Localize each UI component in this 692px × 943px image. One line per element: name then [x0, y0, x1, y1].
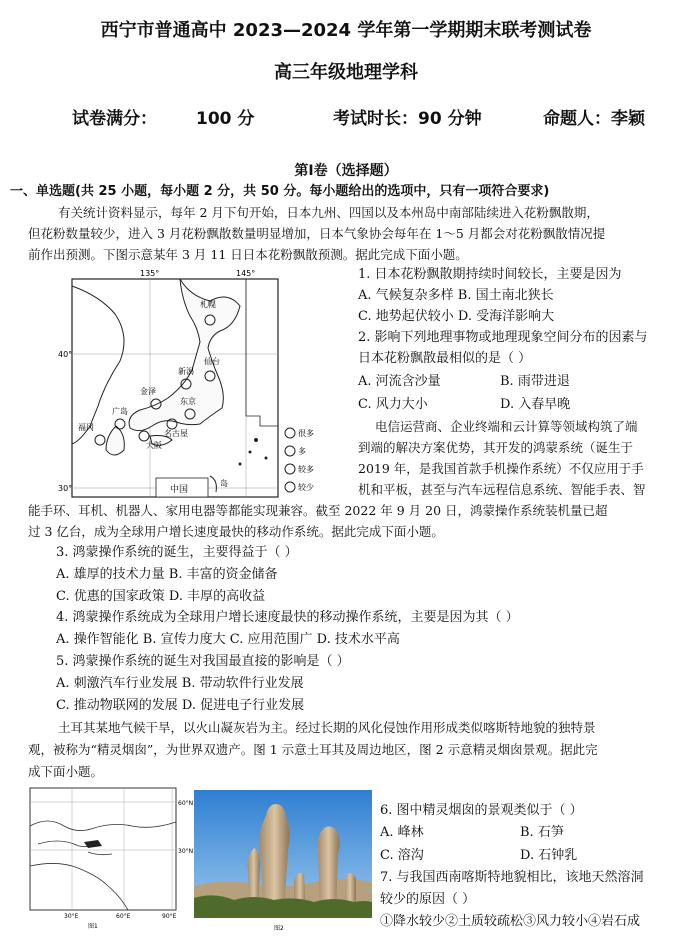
city-sapporo: 札幌 — [200, 300, 216, 309]
passage1-line-1: 有关统计资料显示，每年 2 月下旬开始，日本九州、四国以及本州岛中南部陆续进入花粉飘散期， — [58, 205, 599, 220]
passage2-line-6: 过 3 亿台，成为全球用户增长速度最快的移动作系统。据此完成下面小题。 — [28, 524, 444, 539]
fig1-caption: 图1 — [88, 923, 98, 930]
q6-option-c: C. 溶沟 — [380, 848, 424, 863]
city-fukuoka: 福冈 — [78, 423, 94, 432]
city-osaka: 大阪 — [146, 441, 162, 450]
q7-stem-1: 7. 与我国西南喀斯特地貌相比，该地天然溶洞 — [380, 870, 644, 885]
fig2-caption: 图2 — [274, 925, 284, 932]
map-lat-40: 40° — [58, 350, 73, 359]
fig1-lon-90e: 90°E — [162, 913, 177, 920]
q5-stem: 5. 鸿蒙操作系统的诞生对我国最直接的影响是（ ） — [56, 654, 350, 669]
q1-stem: 1. 日本花粉飘散期持续时间较长，主要是因为 — [358, 267, 622, 282]
q5-options-ab: A. 刺激汽车行业发展 B. 带动软件行业发展 — [56, 676, 304, 691]
score-value: 100 分 — [196, 109, 255, 129]
section-title: 第Ⅰ卷（选择题） — [294, 163, 398, 179]
city-kanazawa: 金泽 — [140, 387, 156, 396]
q2-option-b: B. 雨带进退 — [500, 374, 570, 389]
fig1-lat-60n: 60°N — [178, 800, 194, 807]
passage3-line-1: 土耳其某地气候干旱，以火山凝灰岩为主。经过长期的风化侵蚀作用形成类似喀斯特地貌的独特景 — [58, 720, 596, 735]
figure2-fairy-chimneys-photo — [194, 790, 372, 932]
legend-many: 多 — [298, 447, 306, 456]
passage2-line-3: 2019 年，是我国首款手机操作系统）不仅应用于手 — [358, 461, 644, 476]
q2-option-a: A. 河流含沙量 — [358, 374, 441, 389]
fig1-lon-30e: 30°E — [64, 913, 79, 920]
q2-stem-2: 日本花粉飘散最相似的是（ ） — [358, 351, 532, 366]
q7-stem-2: 较少的原因（ ） — [380, 892, 476, 907]
time-label: 考试时长：90 分钟 — [333, 109, 482, 129]
q4-options: A. 操作智能化 B. 宣传力度大 C. 应用范围广 D. 技术水平高 — [56, 632, 400, 647]
q6-option-b: B. 石笋 — [520, 825, 564, 840]
city-niigata: 新潟 — [178, 367, 194, 376]
legend-very-many: 很多 — [298, 429, 314, 438]
japan-pollen-map — [60, 266, 350, 502]
map-country-china: 中国 — [170, 485, 189, 495]
q1-options-cd: C. 地势起伏较小 D. 受海洋影响大 — [358, 309, 555, 324]
city-tokyo: 东京 — [180, 397, 196, 406]
figure1-region-map — [28, 786, 194, 930]
city-sendai: 仙台 — [204, 357, 220, 366]
q3-options-ab: A. 雄厚的技术力量 B. 丰富的资金储备 — [56, 567, 278, 582]
q2-option-c: C. 风力大小 — [358, 397, 428, 412]
passage3-line-3: 成下面小题。 — [28, 764, 104, 779]
legend-fewer: 较少 — [298, 483, 314, 492]
q4-stem: 4. 鸿蒙操作系统成为全球用户增长速度最快的移动操作系统，主要是因为其（ ） — [56, 610, 519, 625]
passage1-line-2: 但花粉数量较少，进入 3 月花粉飘散数量明显增加，日本气象协会每年在 1～5 月都会对花粉飘散情况提 — [28, 226, 606, 241]
q7-options: ①降水较少②土质较疏松③风力较小④岩石成 — [380, 914, 641, 929]
exam-title: 西宁市普通高中 2023—2024 学年第一学期期末联考测试卷 — [100, 20, 592, 41]
passage2-line-5: 能手环、耳机、机器人、家用电器等都能实现兼容。截至 2022 年 9 月 20 日，鸿蒙操作系统装机量已超 — [28, 503, 608, 518]
q3-options-cd: C. 优惠的国家政策 D. 丰厚的高收益 — [56, 589, 266, 604]
legend-fairly-many: 较多 — [298, 465, 314, 474]
city-nagoya: 名古屋 — [164, 429, 188, 438]
fig1-lat-30n: 30°N — [178, 848, 194, 855]
pollen-legend — [285, 428, 314, 492]
passage2-line-2: 到端的解决方案优势，其开发的鸿蒙系统（诞生于 — [358, 440, 634, 455]
passage2-line-1: 电信运营商、企业终端和云计算等领域构筑了端 — [375, 419, 638, 434]
q2-stem-1: 2. 影响下列地理事物或地理现象空间分布的因素与 — [358, 330, 648, 345]
q6-option-a: A. 峰林 — [380, 825, 424, 840]
q2-option-d: D. 入春早晚 — [500, 397, 571, 412]
map-lat-30: 30° — [58, 484, 73, 493]
section-instruction: 一、单选题(共 25 小题，每小题 2 分，共 50 分。每小题给出的选项中，只有一项符合要求) — [10, 184, 550, 199]
q3-stem: 3. 鸿蒙操作系统的诞生，主要得益于（ ） — [56, 545, 298, 560]
author-label: 命题人：李颖 — [543, 109, 645, 129]
q6-stem: 6. 图中精灵烟囱的景观类似于（ ） — [380, 803, 583, 818]
passage3-line-2: 观，被称为“精灵烟囱”，为世界双遗产。图 1 示意土耳其及周边地区，图 2 示意精灵烟囱景观。据此完 — [28, 742, 598, 757]
q6-option-d: D. 石钟乳 — [520, 848, 578, 863]
q5-options-cd: C. 推动物联网的发展 D. 促进电子行业发展 — [56, 698, 305, 713]
passage2-line-4: 机和平板，甚至与汽车远程信息系统、智能手表、智 — [358, 482, 646, 497]
map-lon-145: 145° — [236, 269, 256, 278]
city-hiroshima: 广岛 — [112, 407, 128, 416]
map-lon-135: 135° — [140, 269, 160, 278]
score-label: 试卷满分： — [72, 109, 157, 129]
fig1-lon-60e: 60°E — [116, 913, 131, 920]
passage1-line-3: 前作出预测。下图示意某年 3 月 11 日日本花粉飘散预测。据此完成下面小题。 — [28, 247, 468, 262]
exam-subtitle: 高三年级地理学科 — [274, 62, 418, 83]
map-island-label: 岛 — [220, 479, 228, 488]
q1-options-ab: A. 气候复杂多样 B. 国土南北狭长 — [358, 288, 554, 303]
